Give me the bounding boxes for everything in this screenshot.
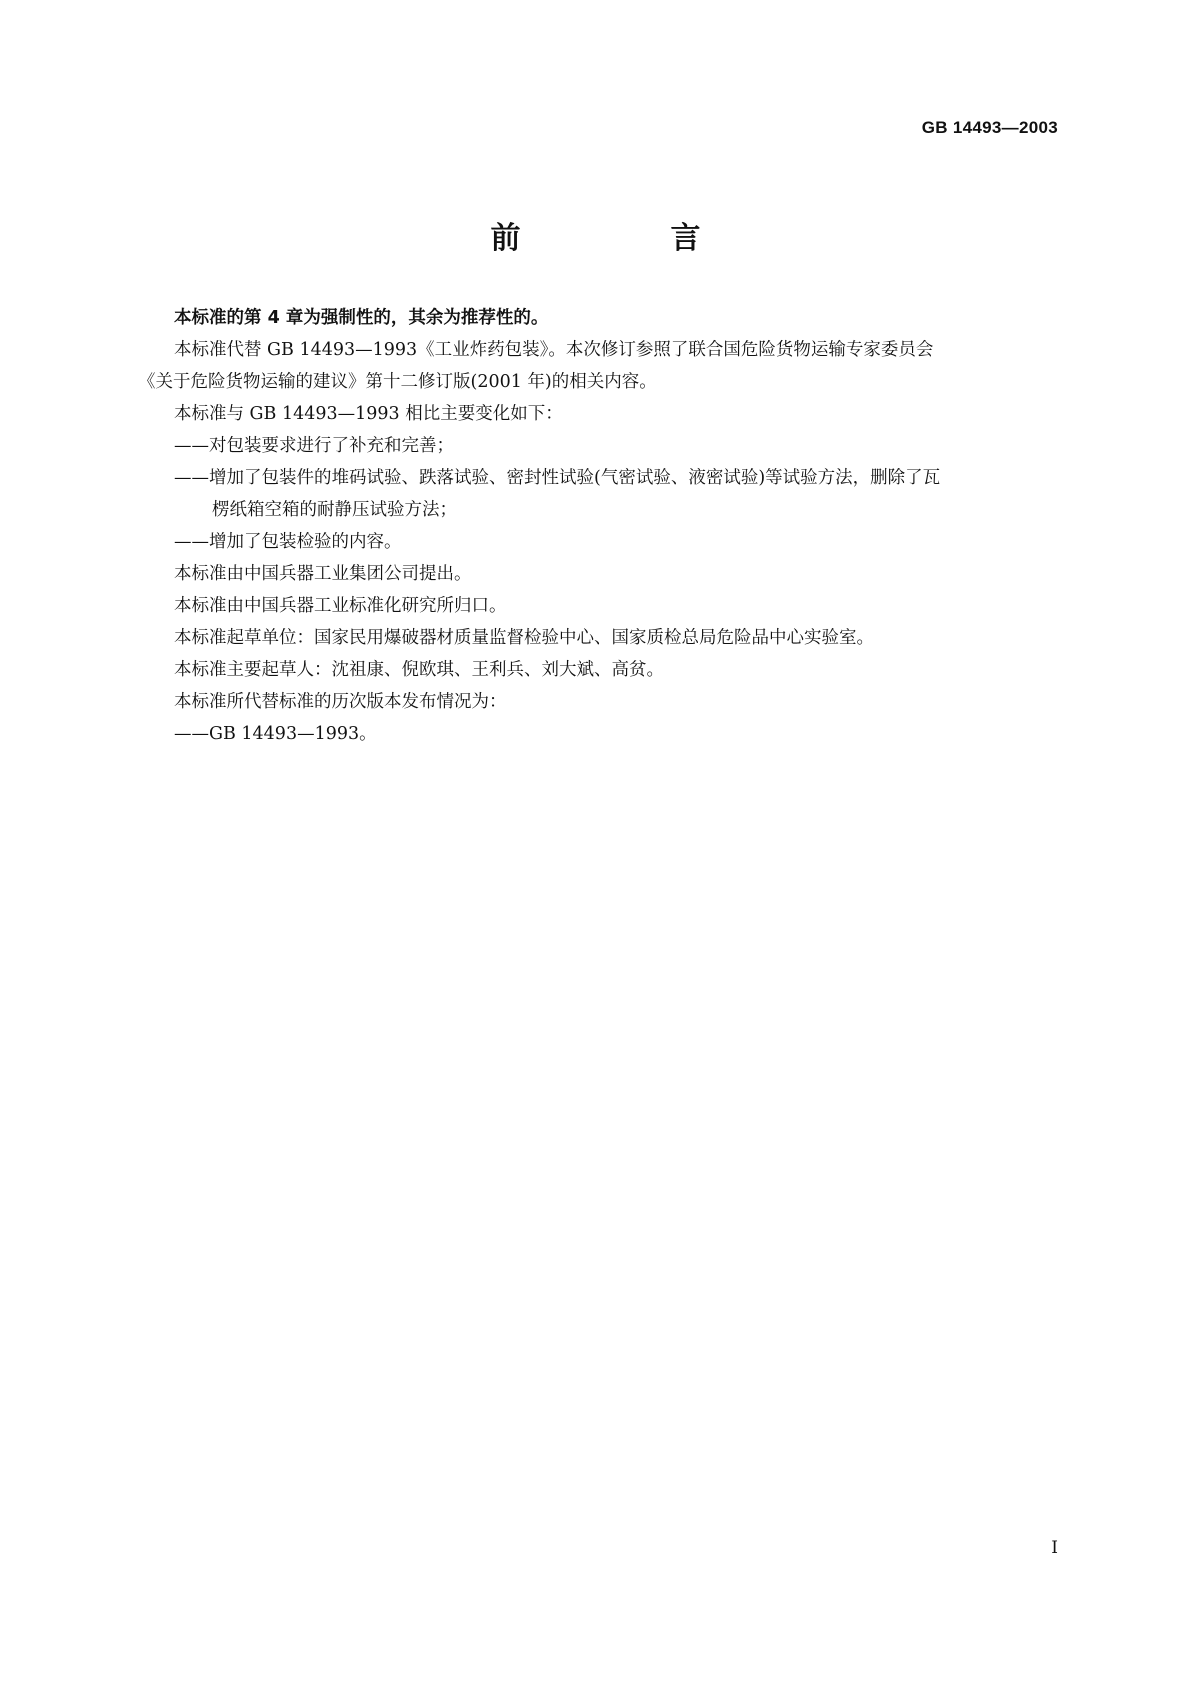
list-item-history-1: ——GB 14493—1993。 <box>174 724 377 744</box>
paragraph-history-intro: 本标准所代替标准的历次版本发布情况为： <box>174 692 507 712</box>
paragraph-replace-line1: 本标准代替 GB 14493—1993《工业炸药包装》。本次修订参照了联合国危险货物运输专家委员会 <box>174 340 934 360</box>
paragraph-mandatory: 本标准的第 4 章为强制性的，其余为推荐性的。 <box>174 308 549 328</box>
list-item-change-2-line1: ——增加了包装件的堆码试验、跌落试验、密封性试验(气密试验、液密试验)等试验方法，删除了瓦 <box>174 468 941 488</box>
foreword-body <box>138 302 1062 750</box>
paragraph-changes-intro: 本标准与 GB 14493—1993 相比主要变化如下： <box>174 404 563 424</box>
list-item-change-1: ——对包装要求进行了补充和完善； <box>174 436 454 456</box>
paragraph-drafters: 本标准主要起草人：沈祖康、倪欧琪、王利兵、刘大斌、高贫。 <box>174 660 664 680</box>
paragraph-replace-line2: 《关于危险货物运输的建议》第十二修订版(2001 年)的相关内容。 <box>138 372 657 392</box>
paragraph-proposed-by: 本标准由中国兵器工业集团公司提出。 <box>174 564 472 584</box>
list-item-change-3: ——增加了包装检验的内容。 <box>174 532 402 552</box>
page-number: I <box>1051 1538 1058 1558</box>
page-title: 前 言 <box>490 221 761 256</box>
paragraph-centralized-by: 本标准由中国兵器工业标准化研究所归口。 <box>174 596 507 616</box>
list-item-change-2-line2: 楞纸箱空箱的耐静压试验方法； <box>212 500 457 520</box>
paragraph-drafting-units: 本标准起草单位：国家民用爆破器材质量监督检验中心、国家质检总局危险品中心实验室。 <box>174 628 874 648</box>
standard-code: GB 14493—2003 <box>921 118 1058 137</box>
